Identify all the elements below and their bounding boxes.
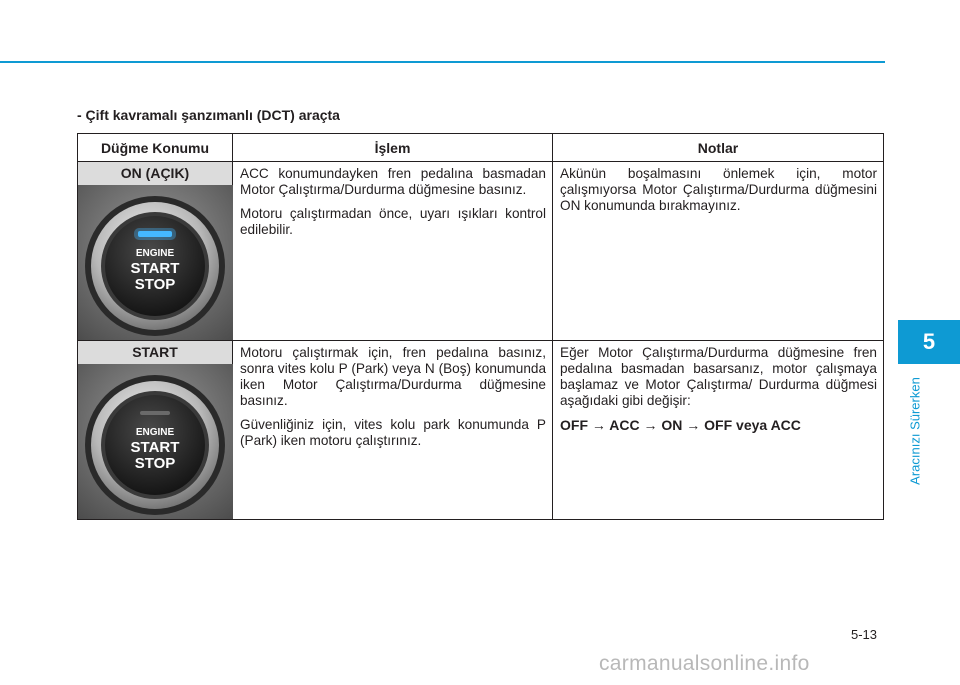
- header-notes: Notlar: [553, 134, 884, 162]
- button-text-engine: ENGINE: [135, 427, 175, 438]
- notes-text: Eğer Motor Çalıştırma/Durdurma düğmesine fren pedalına basmadan basarsanız, motor çalışmaya başlamaz ve Motor Çalıştırma/ Durdurma düğmesi aşağıdaki gibi değişir:: [560, 345, 877, 408]
- action-cell: [233, 162, 553, 341]
- position-cell: [78, 162, 233, 341]
- header-action: İşlem: [233, 134, 553, 162]
- position-label: START: [78, 341, 232, 364]
- page-number: 5-13: [851, 627, 878, 642]
- arrow-right-icon: →: [591, 417, 606, 433]
- top-rule: [0, 61, 885, 63]
- arrow-right-icon: →: [643, 417, 658, 433]
- notes-text: Akünün boşalmasını önlemek için, motor çalışmıyorsa Motor Çalıştırma/Durdurma düğmesini ON konumunda bırakmayınız.: [560, 166, 877, 213]
- action-text: Motoru çalıştırmak için, fren pedalına basınız, sonra vites kolu P (Park) veya N (Boş) konumunda iken Motor Çalıştırma/Durdurma düğmesine basınız.: [240, 345, 546, 408]
- sequence-step: ACC: [609, 417, 640, 433]
- button-text-start: START: [130, 260, 180, 277]
- section-heading: - Çift kavramalı şanzımanlı (DCT) araçta: [77, 107, 340, 123]
- state-sequence: [560, 417, 877, 433]
- button-text-engine: ENGINE: [135, 248, 175, 259]
- sequence-step: OFF: [560, 417, 588, 433]
- chapter-tab: [898, 320, 960, 364]
- header-position: Düğme Konumu: [78, 134, 233, 162]
- position-cell: [78, 341, 233, 520]
- notes-cell: [553, 341, 884, 520]
- button-text-stop: STOP: [134, 455, 176, 472]
- table-row: [78, 162, 884, 341]
- watermark: carmanualsonline.info: [599, 652, 810, 675]
- chapter-number: 5: [922, 329, 936, 354]
- button-text-stop: STOP: [134, 276, 176, 293]
- sequence-step: OFF veya ACC: [704, 417, 801, 433]
- engine-start-stop-button-image: [78, 364, 233, 519]
- button-position-table: [77, 133, 884, 520]
- action-text: Motoru çalıştırmadan önce, uyarı ışıkları kontrol edilebilir.: [240, 206, 546, 237]
- chapter-side-label: [904, 372, 926, 490]
- action-cell: [233, 341, 553, 520]
- table-row: [78, 341, 884, 520]
- arrow-right-icon: →: [686, 417, 701, 433]
- chapter-label: Aracınızı Sürerken: [907, 377, 923, 485]
- position-label: ON (AÇIK): [78, 162, 232, 185]
- action-text: ACC konumundayken fren pedalına basmadan Motor Çalıştırma/Durdurma düğmesine basınız.: [240, 166, 546, 197]
- sequence-step: ON: [661, 417, 683, 433]
- notes-cell: [553, 162, 884, 341]
- button-text-start: START: [130, 439, 180, 456]
- table-header-row: [78, 134, 884, 162]
- engine-start-stop-button-lit-image: [78, 185, 233, 340]
- action-text: Güvenliğiniz için, vites kolu park konumunda P (Park) iken motoru çalıştırınız.: [240, 417, 546, 448]
